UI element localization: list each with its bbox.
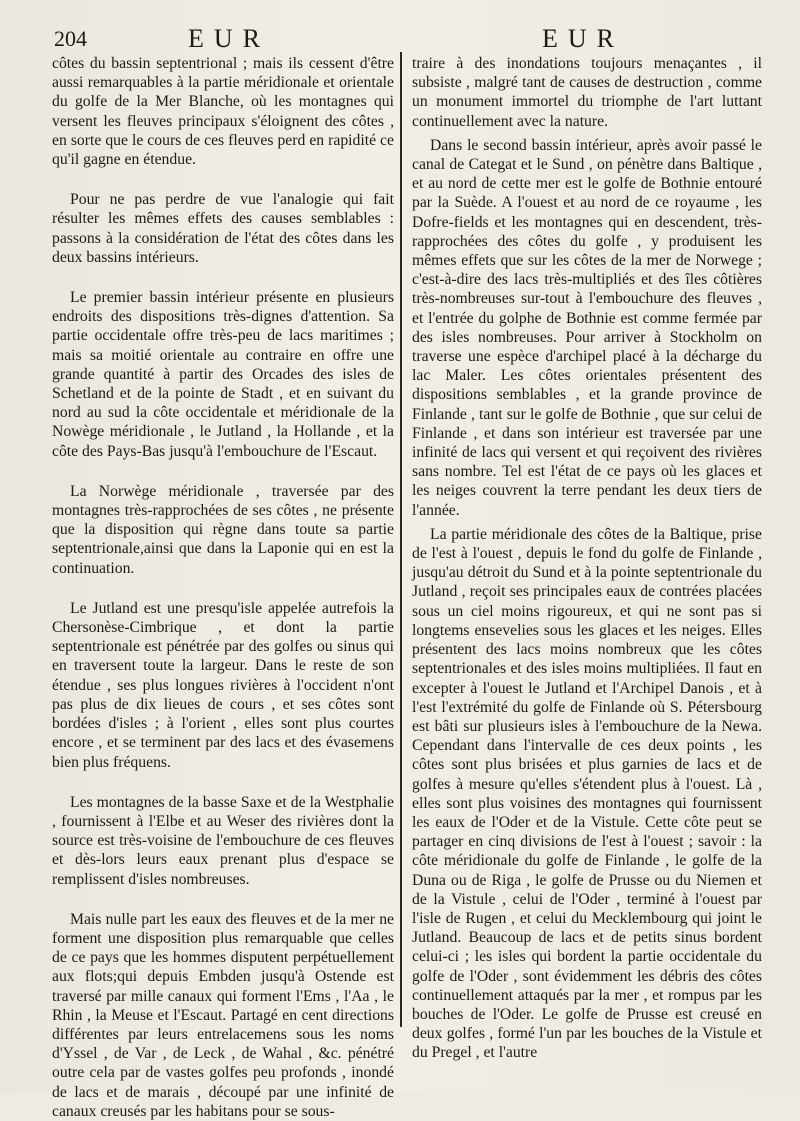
page-number: 204 [54,26,87,51]
paragraph: Pour ne pas perdre de vue l'analogie qui fait résulter les mêmes effets des causes semblables : passons à la considération de l'état des côtes dans les deux bassins intérieurs. [52,191,394,266]
paragraph: La Norwège méridionale , traversée par des montagnes très-rapprochées de ses côtes , ne présente que la disposition qui règne dans toute sa partie septentrionale,ainsi que dans la Laponie qui en est la continuation. [52,482,394,577]
running-head-left: EUR [188,24,270,53]
page-header [48,22,768,54]
running-head-right: EUR [542,24,624,53]
paragraph: traire à des inondations toujours menaçantes , il subsiste , malgré tant de causes de destruction , comme un monument immortel du triomphe de l'art luttant continuellement avec la nature. [412,55,762,130]
paragraph: Le Jutland est une presqu'isle appelée autrefois la Chersonèse-Cimbrique , et dont la partie septentrionale est pénétrée par des golfes ou sinus qui en traversent toute la largeur. Dans le reste de son étendue , ses plus longues rivières à l'occident n'ont pas plus de dix lieues de cours , et ses côtes sont bordées d'isles ; à l'orient , elles sont plus courtes encore , et se terminent par des lacs et des évasemens bien plus fréquens. [52,599,394,771]
paragraph: côtes du bassin septentrional ; mais ils cessent d'être aussi remarquables à la partie méridionale et orientale du golfe de la Mer Blanche, où les montagnes qui versent les fleuves principaux s'éloignent des côtes , en sorte que le cours de ces fleuves perd en rapidité ce qu'il gagne en étendue. [52,55,394,169]
paragraph: Dans le second bassin intérieur, après avoir passé le canal de Categat et le Sund , on pénètre dans Baltique , et au nord de cette mer est le golfe de Bothnie entouré par la Suède. A l'ouest et au nord de ce royaume , les Dofre-fields et les montagnes qui en descendent, très-rapprochées des côtes du golfe , y produisent les mêmes effets que sur les côtes de la mer de Norwege ; c'est-à-dire des lacs très-multipliés et des îles côtières très-nombreuses sur-tout à l'embouchure des fleuves , et l'entrée du golphe de Bothnie est comme fermée par des isles nombreuses. Pour arriver à Stockholm on traverse une espèce d'archipel placé à la décharge du lac Maler. Les côtes orientales présentent des dispositions semblables , et la grande province de Finlande , tant sur le golfe de Bothnie , que sur celui de Finlande , et dans son intérieur est traversée par une infinité de lacs qui versent et qui reçoivent des rivières sans nombre. Tel est l'état de ce pays où les glaces et les neiges couvrent la terre pendant les deux tiers de l'année. [412,136,762,519]
paragraph: Le premier bassin intérieur présente en plusieurs endroits des dispositions très-dignes d'attention. Sa partie occidentale offre très-peu de lacs maritimes ; mais sa moitié orientale au contraire en offre une grande quantité à partir des Orcades des isles de Schetland et de la pointe de Stadt , et en suivant du nord au sud la côte occidentale et méridionale de la Nowège méridionale , le Jutland , la Hollande , et la côte des Pays-Bas jusqu'à l'embouchure de l'Escaut. [52,289,394,460]
left-column [52,54,394,1120]
paragraph: Mais nulle part les eaux des fleuves et de la mer ne forment une disposition plus remarquable que celles de ce pays que les hommes disputent perpétuellement aux flots;qui depuis Embden jusqu'à Ostende est traversé par mille canaux qui forment l'Ems , l'Aa , le Rhin , la Meuse et l'Escaut. Partagé en cent directions différentes par leurs entrelacemens sous les noms d'Yssel , de Var , de Leck , de Wahal , &c. pénétré outre cela par de vastes golfes peu profonds , inondé de lacs et de marais , découpé par une infinité de canaux creusés par les habitans pour se sous- [52,910,394,1120]
right-column [412,54,762,1062]
paragraph: Les montagnes de la basse Saxe et de la Westphalie , fournissent à l'Elbe et au Weser des rivières dont la source est très-voisine de l'embouchure de ces fleuves et dès-lors leurs eaux prenant plus d'espace se remplissent d'isles nombreuses. [52,793,394,888]
column-divider [400,52,402,1027]
paragraph: La partie méridionale des côtes de la Baltique, prise de l'est à l'ouest , depuis le fond du golfe de Finlande , jusqu'au détroit du Sund et à la pointe septentrionale du Jutland , reçoit ses principales eaux de contrées placées sous un ciel moins rigoureux, et qui ne sont pas si longtems ensevelies sous les glaces et les neiges. Elles présentent des lacs moins nombreux que les côtes septentrionales et des isles moins multipliées. Il faut en excepter à l'ouest le Jutland et l'Archipel Danois , et à l'est l'extrémité du golfe de Finlande où S. Pétersbourg est bâti sur plusieurs isles à l'embouchure de la Newa. Cependant dans l'intervalle de ces deux points , les côtes sont plus brisées et plus garnies de lacs et de golfes à mesure qu'elles s'étendent plus à l'ouest. Là , elles sont plus voisines des montagnes qui fournissent les eaux de l'Oder et de la Vistule. Cette côte peut se partager en cinq divisions de l'est à l'ouest ; savoir : la côte méridionale du golfe de Finlande , le golfe de la Duna ou de Riga , le golfe de Prusse ou du Niemen et de la Vistule , celui de l'Oder , terminé à l'ouest par l'isle de Rugen , et celui du Mecklembourg qui joint le Jutland. Beaucoup de lacs et de petits sinus bordent celui-ci ; les isles qui bordent la partie occidentale du golfe de l'Oder , sont évidemment les débris des côtes continuellement attaqués par la mer , et rompus par les bouches de l'Oder. Le golfe de Prusse est creusé en deux golfes , formé l'un par les bouches de la Vistule et du Pregel , et l'autre [412,525,762,1062]
